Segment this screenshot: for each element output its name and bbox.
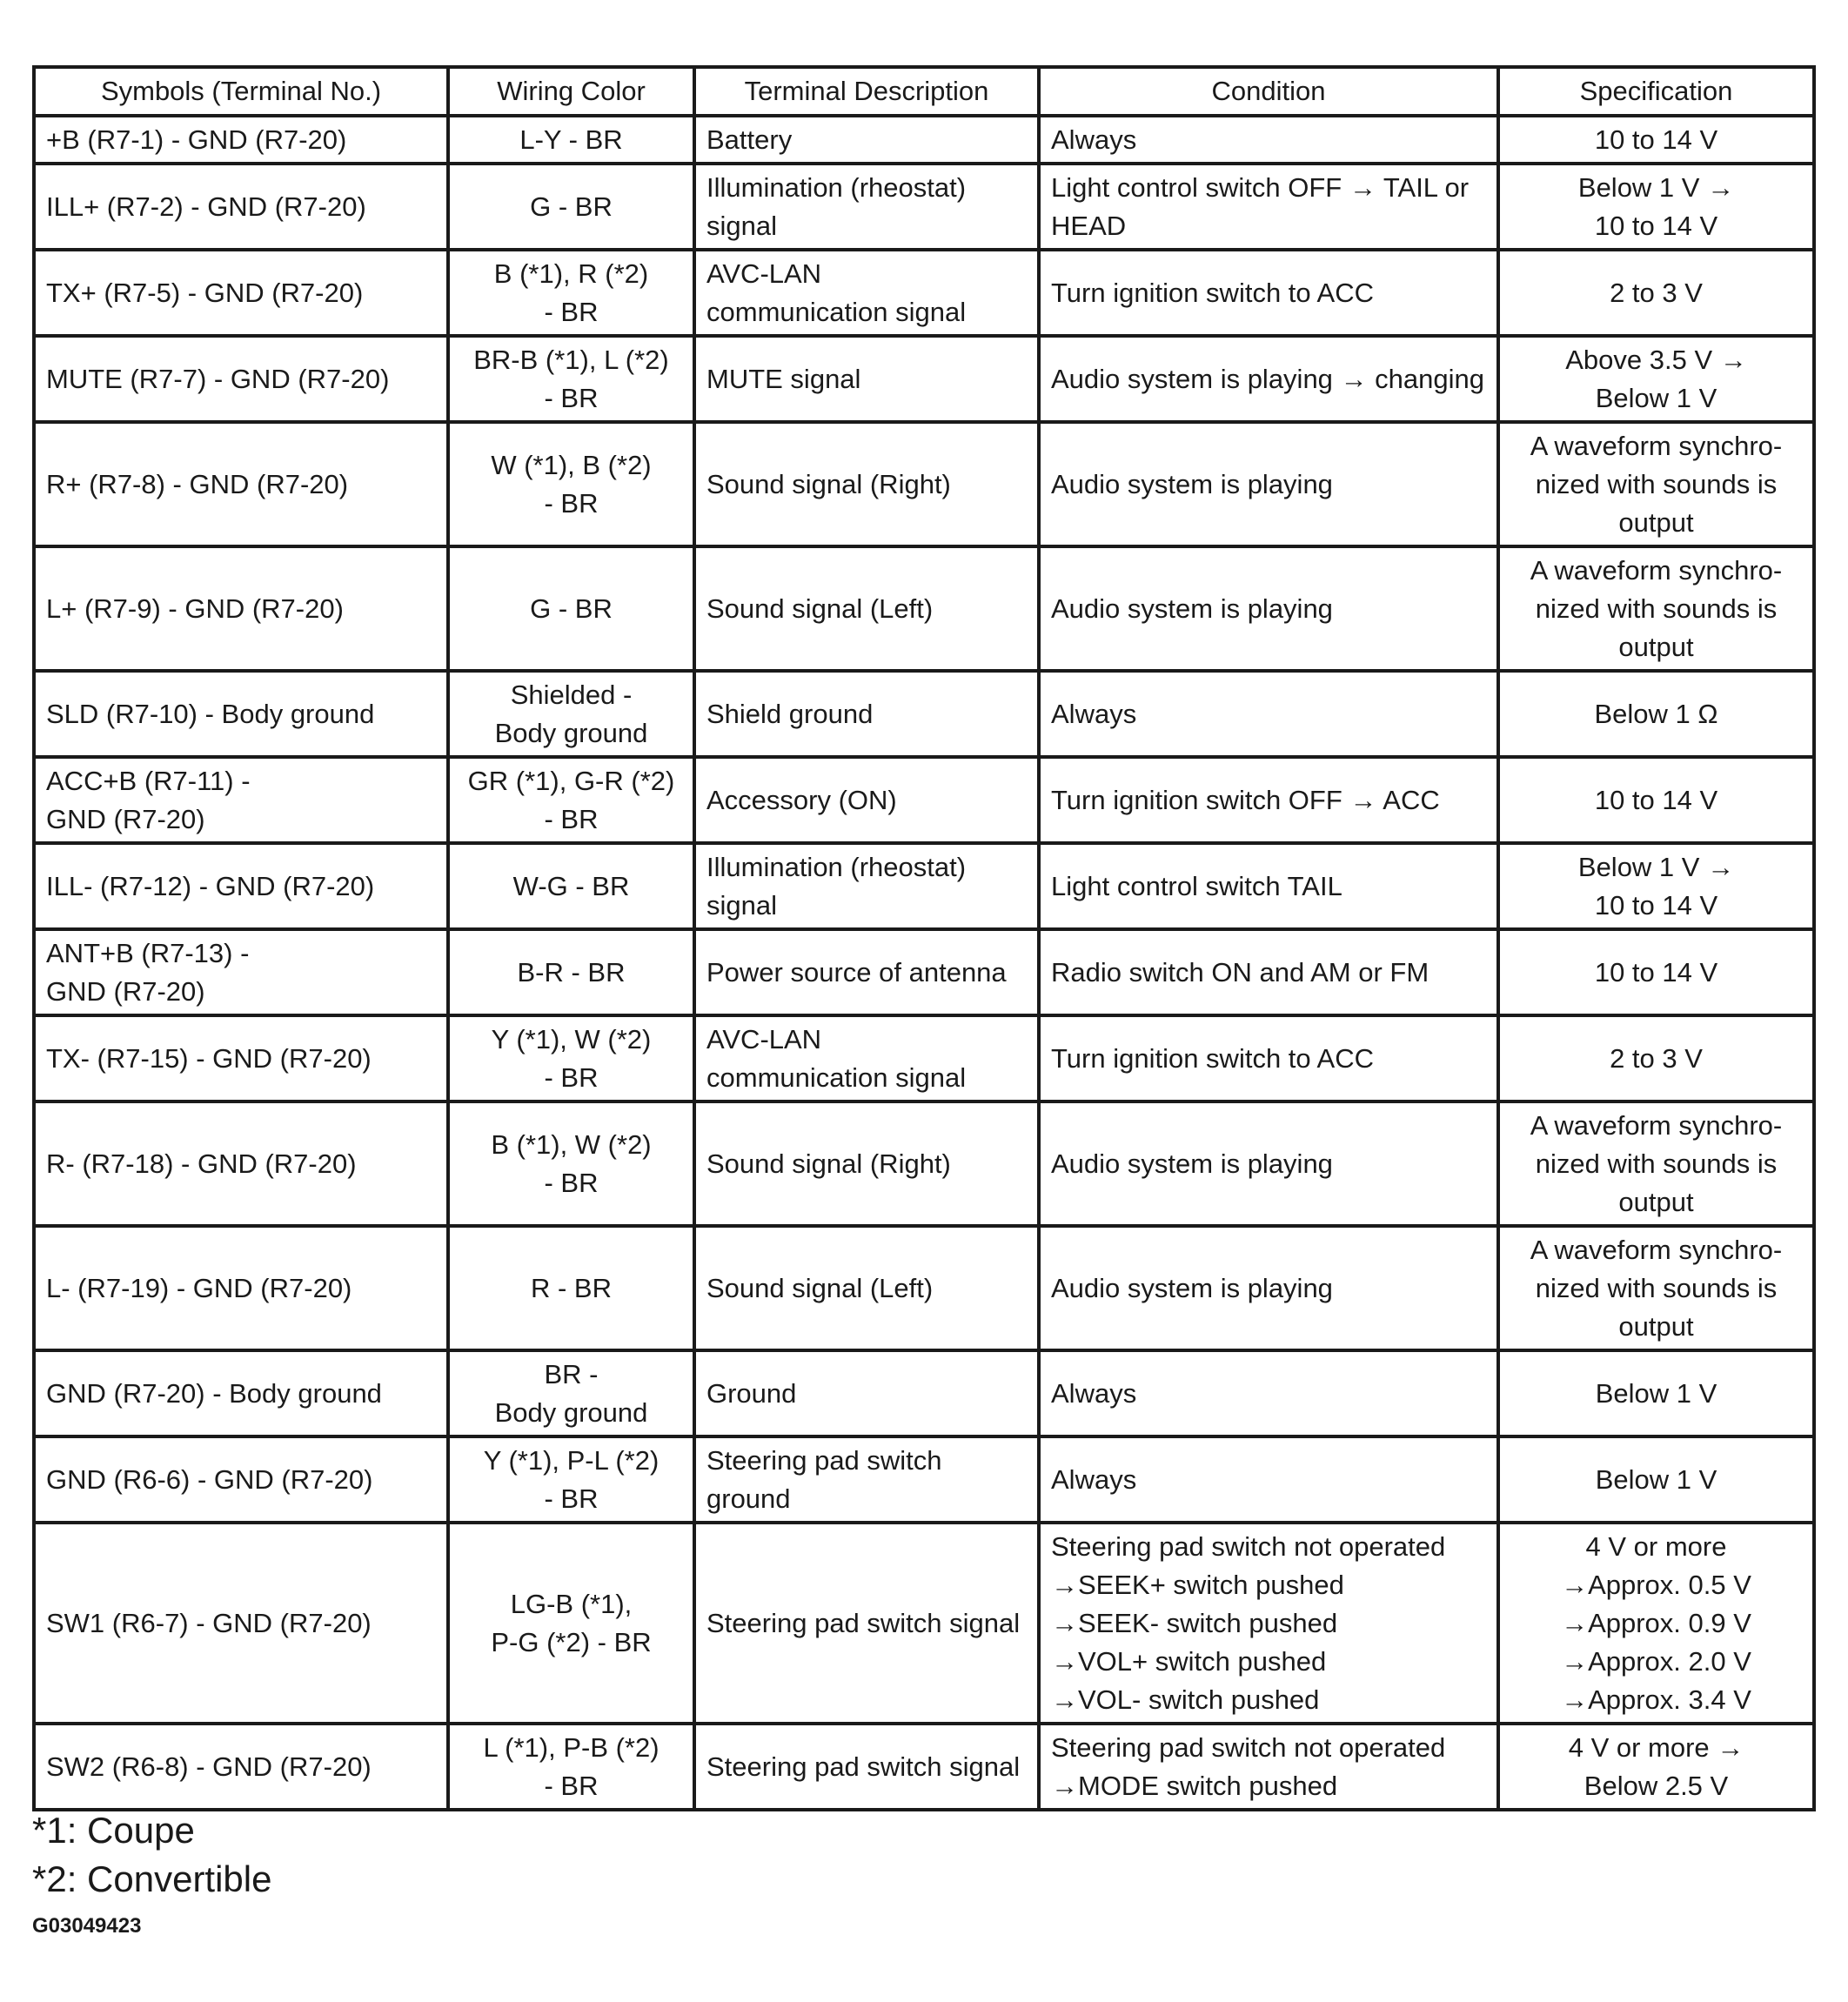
table-row xyxy=(34,336,1814,422)
cell-wiring-color: W-G - BR xyxy=(448,843,694,929)
cell-terminal-description: Sound signal (Left) xyxy=(694,1226,1039,1350)
cell-condition: Steering pad switch not operated →MODE switch pushed xyxy=(1039,1724,1498,1810)
cell-condition: Turn ignition switch OFF → ACC xyxy=(1039,757,1498,843)
header-specification: Specification xyxy=(1498,67,1814,116)
table-row xyxy=(34,116,1814,164)
table-row xyxy=(34,164,1814,250)
cell-symbol: L+ (R7-9) - GND (R7-20) xyxy=(34,546,448,671)
cell-terminal-description: Sound signal (Right) xyxy=(694,1101,1039,1226)
cell-symbol: SW1 (R6-7) - GND (R7-20) xyxy=(34,1523,448,1724)
cell-terminal-description: MUTE signal xyxy=(694,336,1039,422)
cell-condition: Audio system is playing → changing xyxy=(1039,336,1498,422)
cell-terminal-description: Illumination (rheostat) signal xyxy=(694,164,1039,250)
cell-wiring-color: LG-B (*1), P-G (*2) - BR xyxy=(448,1523,694,1724)
cell-terminal-description: Illumination (rheostat) signal xyxy=(694,843,1039,929)
table-row xyxy=(34,1350,1814,1436)
table-row xyxy=(34,671,1814,757)
cell-specification: A waveform synchro- nized with sounds is output xyxy=(1498,422,1814,546)
cell-wiring-color: B-R - BR xyxy=(448,929,694,1015)
cell-specification: 2 to 3 V xyxy=(1498,1015,1814,1101)
cell-symbol: R+ (R7-8) - GND (R7-20) xyxy=(34,422,448,546)
cell-terminal-description: Battery xyxy=(694,116,1039,164)
cell-symbol: ACC+B (R7-11) - GND (R7-20) xyxy=(34,757,448,843)
cell-wiring-color: B (*1), W (*2) - BR xyxy=(448,1101,694,1226)
cell-symbol: SLD (R7-10) - Body ground xyxy=(34,671,448,757)
cell-specification: A waveform synchro- nized with sounds is output xyxy=(1498,1226,1814,1350)
cell-terminal-description: Sound signal (Left) xyxy=(694,546,1039,671)
cell-terminal-description: Accessory (ON) xyxy=(694,757,1039,843)
cell-condition: Steering pad switch not operated →SEEK+ switch pushed →SEEK- switch pushed →VOL+ switch pushed →VOL- switch pushed xyxy=(1039,1523,1498,1724)
table-body xyxy=(34,116,1814,1810)
cell-terminal-description: AVC-LAN communication signal xyxy=(694,1015,1039,1101)
cell-condition: Audio system is playing xyxy=(1039,546,1498,671)
figure-id: G03049423 xyxy=(32,1914,142,1938)
cell-wiring-color: BR - Body ground xyxy=(448,1350,694,1436)
header-wiring-color: Wiring Color xyxy=(448,67,694,116)
table-row xyxy=(34,757,1814,843)
cell-symbol: SW2 (R6-8) - GND (R7-20) xyxy=(34,1724,448,1810)
cell-condition: Turn ignition switch to ACC xyxy=(1039,1015,1498,1101)
cell-wiring-color: G - BR xyxy=(448,546,694,671)
table-row xyxy=(34,1523,1814,1724)
cell-symbol: ILL+ (R7-2) - GND (R7-20) xyxy=(34,164,448,250)
cell-wiring-color: L (*1), P-B (*2) - BR xyxy=(448,1724,694,1810)
cell-wiring-color: GR (*1), G-R (*2) - BR xyxy=(448,757,694,843)
cell-specification: Below 1 Ω xyxy=(1498,671,1814,757)
table-row xyxy=(34,1226,1814,1350)
cell-condition: Always xyxy=(1039,1436,1498,1523)
table-row xyxy=(34,929,1814,1015)
cell-wiring-color: R - BR xyxy=(448,1226,694,1350)
cell-symbol: ILL- (R7-12) - GND (R7-20) xyxy=(34,843,448,929)
terminal-spec-table xyxy=(32,65,1816,1811)
cell-terminal-description: Shield ground xyxy=(694,671,1039,757)
cell-wiring-color: L-Y - BR xyxy=(448,116,694,164)
header-condition: Condition xyxy=(1039,67,1498,116)
cell-terminal-description: Steering pad switch signal xyxy=(694,1724,1039,1810)
cell-symbol: L- (R7-19) - GND (R7-20) xyxy=(34,1226,448,1350)
cell-wiring-color: BR-B (*1), L (*2) - BR xyxy=(448,336,694,422)
cell-symbol: GND (R6-6) - GND (R7-20) xyxy=(34,1436,448,1523)
cell-condition: Audio system is playing xyxy=(1039,422,1498,546)
cell-symbol: ANT+B (R7-13) - GND (R7-20) xyxy=(34,929,448,1015)
cell-symbol: +B (R7-1) - GND (R7-20) xyxy=(34,116,448,164)
cell-symbol: MUTE (R7-7) - GND (R7-20) xyxy=(34,336,448,422)
cell-specification: Above 3.5 V → Below 1 V xyxy=(1498,336,1814,422)
cell-specification: A waveform synchro- nized with sounds is output xyxy=(1498,1101,1814,1226)
table-row xyxy=(34,1101,1814,1226)
cell-wiring-color: Y (*1), W (*2) - BR xyxy=(448,1015,694,1101)
cell-wiring-color: W (*1), B (*2) - BR xyxy=(448,422,694,546)
cell-wiring-color: G - BR xyxy=(448,164,694,250)
cell-specification: Below 1 V → 10 to 14 V xyxy=(1498,843,1814,929)
cell-condition: Light control switch OFF → TAIL or HEAD xyxy=(1039,164,1498,250)
cell-condition: Audio system is playing xyxy=(1039,1101,1498,1226)
cell-wiring-color: Shielded - Body ground xyxy=(448,671,694,757)
cell-condition: Always xyxy=(1039,671,1498,757)
cell-terminal-description: Power source of antenna xyxy=(694,929,1039,1015)
cell-specification: Below 1 V → 10 to 14 V xyxy=(1498,164,1814,250)
cell-specification: 10 to 14 V xyxy=(1498,929,1814,1015)
cell-condition: Turn ignition switch to ACC xyxy=(1039,250,1498,336)
cell-specification: A waveform synchro- nized with sounds is output xyxy=(1498,546,1814,671)
cell-wiring-color: Y (*1), P-L (*2) - BR xyxy=(448,1436,694,1523)
cell-condition: Audio system is playing xyxy=(1039,1226,1498,1350)
cell-specification: 2 to 3 V xyxy=(1498,250,1814,336)
footnote-convertible: *2: Convertible xyxy=(32,1858,272,1899)
footnote-coupe: *1: Coupe xyxy=(32,1810,195,1851)
cell-symbol: GND (R7-20) - Body ground xyxy=(34,1350,448,1436)
cell-specification: 10 to 14 V xyxy=(1498,757,1814,843)
cell-terminal-description: Steering pad switch signal xyxy=(694,1523,1039,1724)
cell-specification: 4 V or more →Approx. 0.5 V →Approx. 0.9 V →Approx. 2.0 V →Approx. 3.4 V xyxy=(1498,1523,1814,1724)
cell-symbol: TX- (R7-15) - GND (R7-20) xyxy=(34,1015,448,1101)
cell-wiring-color: B (*1), R (*2) - BR xyxy=(448,250,694,336)
cell-specification: 10 to 14 V xyxy=(1498,116,1814,164)
cell-condition: Always xyxy=(1039,1350,1498,1436)
table-row xyxy=(34,1724,1814,1810)
cell-symbol: TX+ (R7-5) - GND (R7-20) xyxy=(34,250,448,336)
table-row xyxy=(34,546,1814,671)
cell-specification: 4 V or more → Below 2.5 V xyxy=(1498,1724,1814,1810)
table-row xyxy=(34,843,1814,929)
table-header-row xyxy=(34,67,1814,116)
cell-terminal-description: AVC-LAN communication signal xyxy=(694,250,1039,336)
cell-terminal-description: Ground xyxy=(694,1350,1039,1436)
header-terminal-description: Terminal Description xyxy=(694,67,1039,116)
header-symbols: Symbols (Terminal No.) xyxy=(34,67,448,116)
table-row xyxy=(34,1015,1814,1101)
cell-specification: Below 1 V xyxy=(1498,1350,1814,1436)
table-row xyxy=(34,250,1814,336)
cell-condition: Light control switch TAIL xyxy=(1039,843,1498,929)
cell-terminal-description: Steering pad switch ground xyxy=(694,1436,1039,1523)
cell-condition: Always xyxy=(1039,116,1498,164)
cell-specification: Below 1 V xyxy=(1498,1436,1814,1523)
cell-terminal-description: Sound signal (Right) xyxy=(694,422,1039,546)
cell-symbol: R- (R7-18) - GND (R7-20) xyxy=(34,1101,448,1226)
cell-condition: Radio switch ON and AM or FM xyxy=(1039,929,1498,1015)
table-row xyxy=(34,422,1814,546)
table-row xyxy=(34,1436,1814,1523)
